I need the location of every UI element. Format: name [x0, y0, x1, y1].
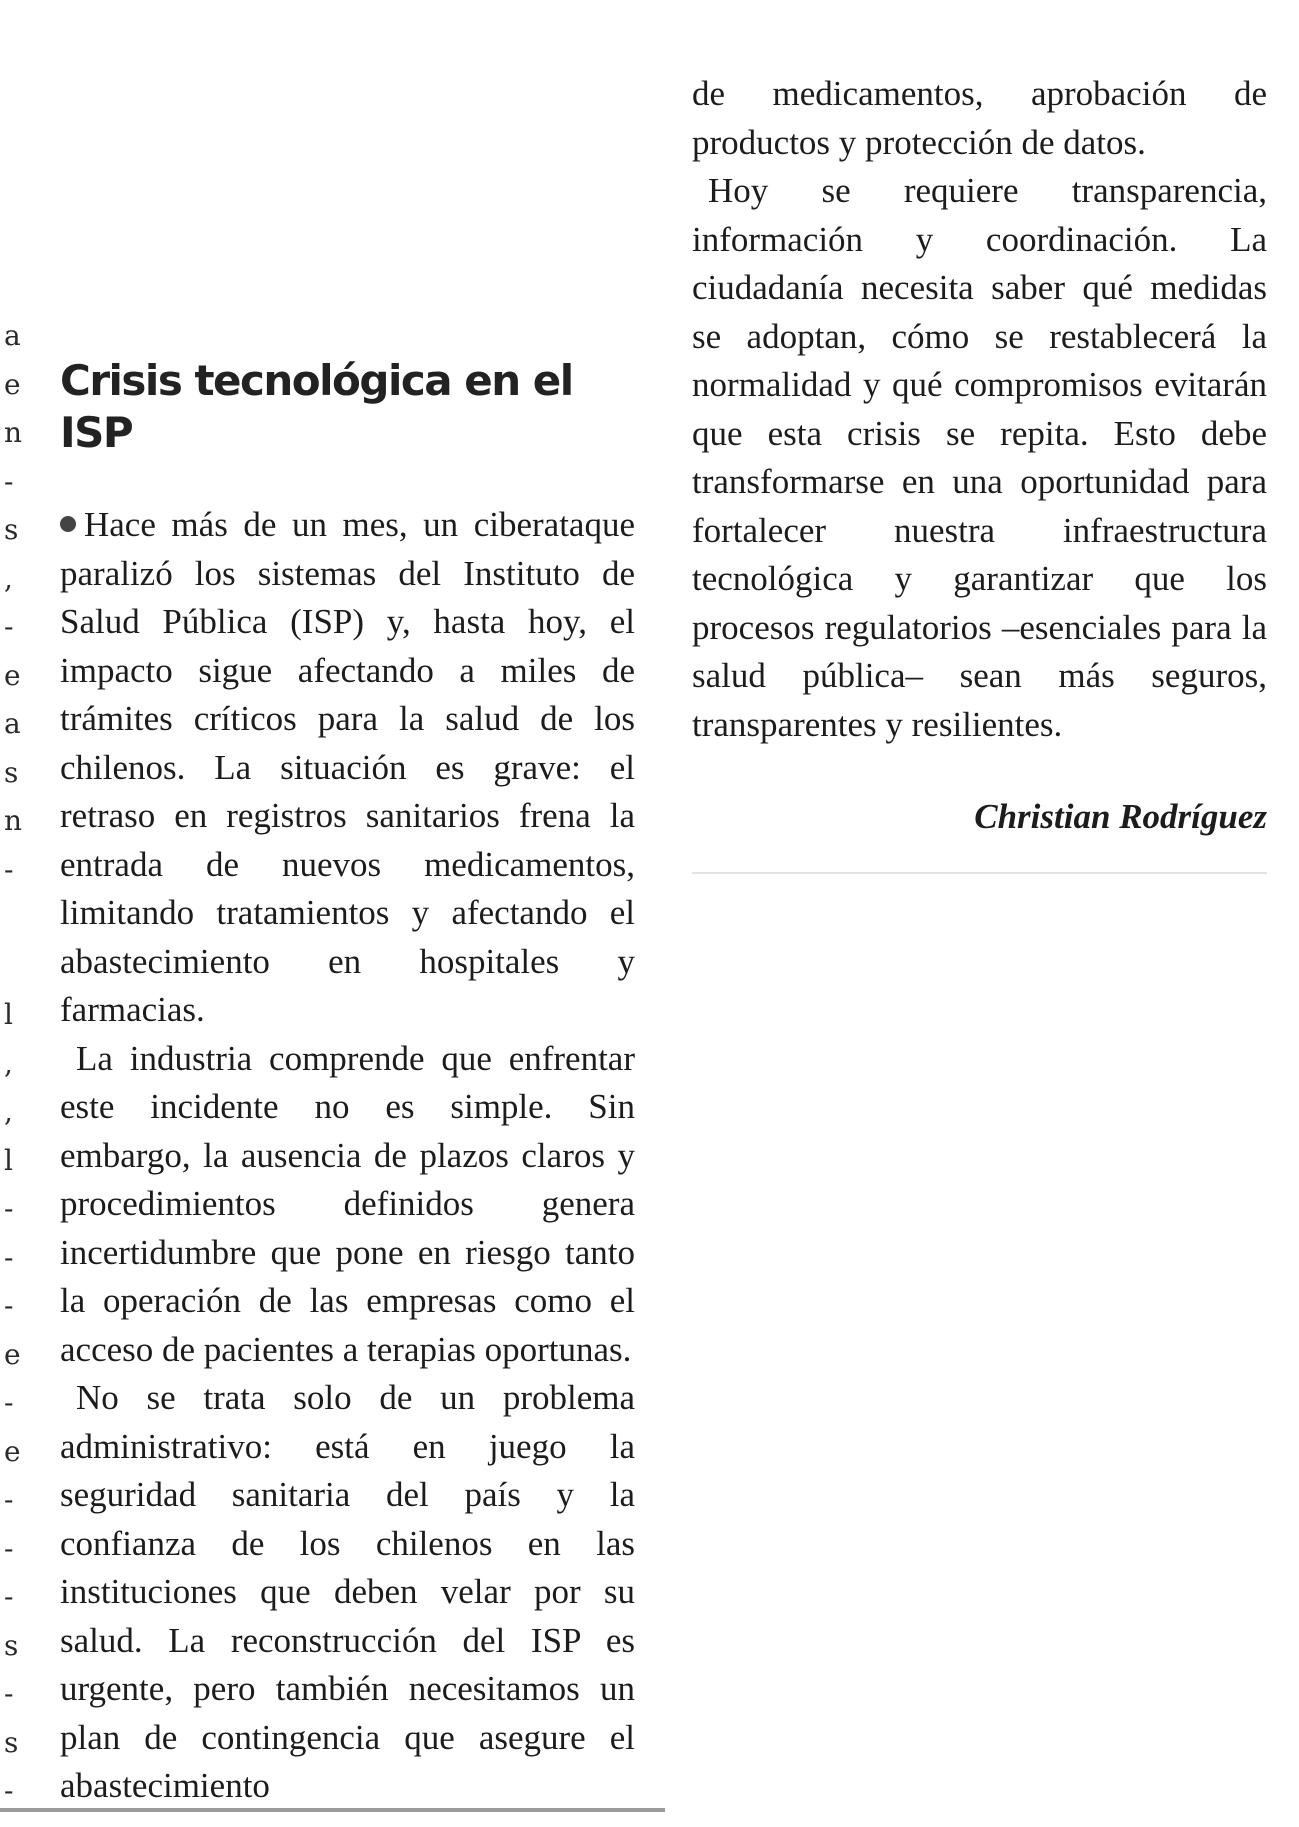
clipped-line-fragment: e [4, 1337, 21, 1371]
letter-headline: Crisis tecnológica en el ISP [60, 356, 573, 457]
clipped-line-fragment: - [4, 1240, 14, 1274]
clipped-line-fragment: - [4, 1192, 14, 1225]
clipped-line-fragment: s [4, 1725, 19, 1759]
clipped-line-fragment: - [4, 1774, 14, 1807]
clipped-line-fragment: a [4, 707, 21, 740]
clipped-line-fragment: l [4, 1143, 13, 1177]
clipped-line-fragment: s [4, 513, 19, 546]
paragraph-5: Hoy se requiere transparencia, información y coordinación. La ciudadanía necesita saber qué medidas se adoptan, cómo se restablecerá la normalidad y qué compromisos evitarán que esta crisis se repita. Esto debe transformarse en una oportunidad para fortalecer nuestra infraestructura tecnológica y garantizar que los procesos regulatorios –esenciales para la salud pública– sean más seguros, transparentes y resilientes. [692, 171, 1267, 744]
clipped-line-fragment [0, 943, 20, 992]
clipped-line-fragment: n [4, 416, 23, 449]
clipped-line-fragment: l [4, 998, 13, 1031]
clipped-line-fragment: - [4, 464, 14, 498]
letter-signature: Christian Rodríguez [974, 797, 1267, 836]
paragraph-1 [60, 501, 635, 1035]
clipped-line-fragment: e [4, 1434, 21, 1468]
clipped-line-fragment: - [4, 1580, 14, 1613]
letter-body-continued [692, 70, 1267, 749]
letter-right-column [692, 70, 1267, 837]
clipped-line-fragment: - [4, 1483, 14, 1516]
clipped-line-fragment: n [4, 804, 23, 837]
letter-body [60, 501, 635, 1811]
clipped-line-fragment: - [4, 1289, 14, 1322]
clipped-line-fragment: a [4, 319, 21, 352]
clipped-previous-column [0, 312, 23, 1816]
clipped-line-fragment: - [4, 852, 14, 886]
clipped-line-fragment: - [4, 1677, 14, 1710]
letter-left-column [60, 355, 635, 1811]
clipped-line-fragment: , [4, 1046, 13, 1080]
clipped-line-fragment: - [4, 1386, 14, 1419]
clipped-line-fragment: e [4, 367, 21, 401]
bottom-rule [0, 1808, 665, 1812]
clipped-line-fragment: e [4, 658, 21, 692]
column-end-rule [692, 872, 1267, 874]
clipped-line-fragment: , [4, 1095, 13, 1128]
paragraph-4: de medicamentos, aprobación de productos y protección de datos. [692, 74, 1267, 162]
clipped-line-fragment: s [4, 1628, 19, 1662]
paragraph-3: No se trata solo de un problema administrativo: está en juego la seguridad sanitaria del país y la confianza de los chilenos en las instituciones que deben velar por su salud. La reconstrucción del ISP es urgente, pero también necesitamos un plan de contingencia que asegure el abastecimiento [60, 1378, 635, 1805]
paragraph-1-text: Hace más de un mes, un ciberataque paralizó los sistemas del Instituto de Salud Pública (ISP) y, hasta hoy, el impacto sigue afectando a miles de trámites críticos para la salud de los chilenos. La situación es grave: el retraso en registros sanitarios frena la entrada de nuevos medicamentos, limitando tratamientos y afectando el abastecimiento en hospitales y farmacias. [60, 505, 635, 1029]
clipped-line-fragment: s [4, 755, 19, 789]
bullet-icon [60, 516, 76, 532]
clipped-line-fragment: - [4, 610, 14, 643]
paragraph-2: La industria comprende que enfrentar este incidente no es simple. Sin embargo, la ausencia de plazos claros y procedimientos definidos genera incertidumbre que pone en riesgo tanto la operación de las empresas como el acceso de pacientes a terapias oportunas. [60, 1038, 635, 1369]
clipped-line-fragment: - [4, 1531, 14, 1565]
clipped-line-fragment [0, 894, 20, 943]
clipped-line-fragment: , [4, 561, 13, 595]
